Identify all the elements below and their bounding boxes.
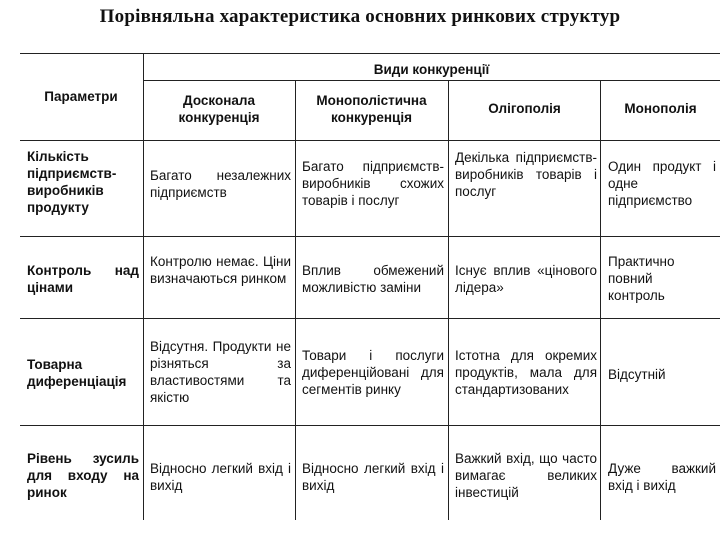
col-divider-1 [143, 53, 144, 520]
row2-monopoly: Практично повний контроль [608, 254, 675, 303]
row3-monopoly: Відсутній [608, 367, 666, 382]
col-divider-2 [295, 80, 296, 520]
row3-parameter: Товарна диференціація [27, 357, 127, 389]
row3-perfect: Відсутня. Продукти не різняться за властивостями та якістю [150, 339, 291, 405]
rule-group [143, 80, 720, 81]
row3-monopolistic: Товари і послуги диференційовані для сегментів ринку [302, 348, 444, 397]
row2-oligopoly: Існує вплив «цінового лідера» [455, 263, 597, 295]
row4-perfect: Відносно легкий вхід і вихід [150, 461, 291, 493]
rule-row2 [20, 318, 720, 319]
rule-top [20, 53, 720, 54]
col-divider-3 [448, 80, 449, 520]
row1-monopoly: Один продукт і одне підприємство [608, 159, 716, 208]
row1-parameter: Кількість підприємств-виробників продукту [27, 149, 117, 215]
header-parameter: Параметри [44, 89, 118, 104]
row1-perfect: Багато незалежних підприємств [150, 168, 291, 200]
col-divider-4 [600, 80, 601, 520]
row4-oligopoly: Важкий вхід, що часто вимагає великих інвестицій [455, 451, 597, 500]
header-group: Види конкуренції [373, 62, 490, 77]
rule-header-bottom [20, 140, 720, 141]
row1-monopolistic: Багато підприємств-виробників схожих товарів і послуг [302, 159, 444, 208]
header-oligopoly: Олігополія [488, 101, 561, 116]
row2-perfect: Контролю немає. Ціни визначаються ринком [150, 254, 291, 286]
row4-parameter: Рівень зусиль для входу на ринок [27, 451, 139, 500]
header-perfect-competition: Досконала конкуренція [178, 93, 260, 125]
row2-monopolistic: Вплив обмежений можливістю заміни [302, 263, 444, 295]
page-title: Порівняльна характеристика основних ринкових структур [99, 6, 621, 27]
row1-oligopoly: Декілька підприємств-виробників товарів і послуг [455, 150, 597, 199]
rule-row3 [20, 425, 720, 426]
header-monopoly: Монополія [624, 101, 697, 116]
row2-parameter: Контроль над цінами [27, 263, 139, 295]
row4-monopolistic: Відносно легкий вхід і вихід [302, 461, 444, 493]
header-monopolistic-competition: Монополістична конкуренція [316, 93, 427, 125]
rule-row1 [20, 236, 720, 237]
row3-oligopoly: Істотна для окремих продуктів, мала для стандартизованих [455, 348, 597, 397]
row4-monopoly: Дуже важкий вхід і вихід [608, 461, 716, 493]
